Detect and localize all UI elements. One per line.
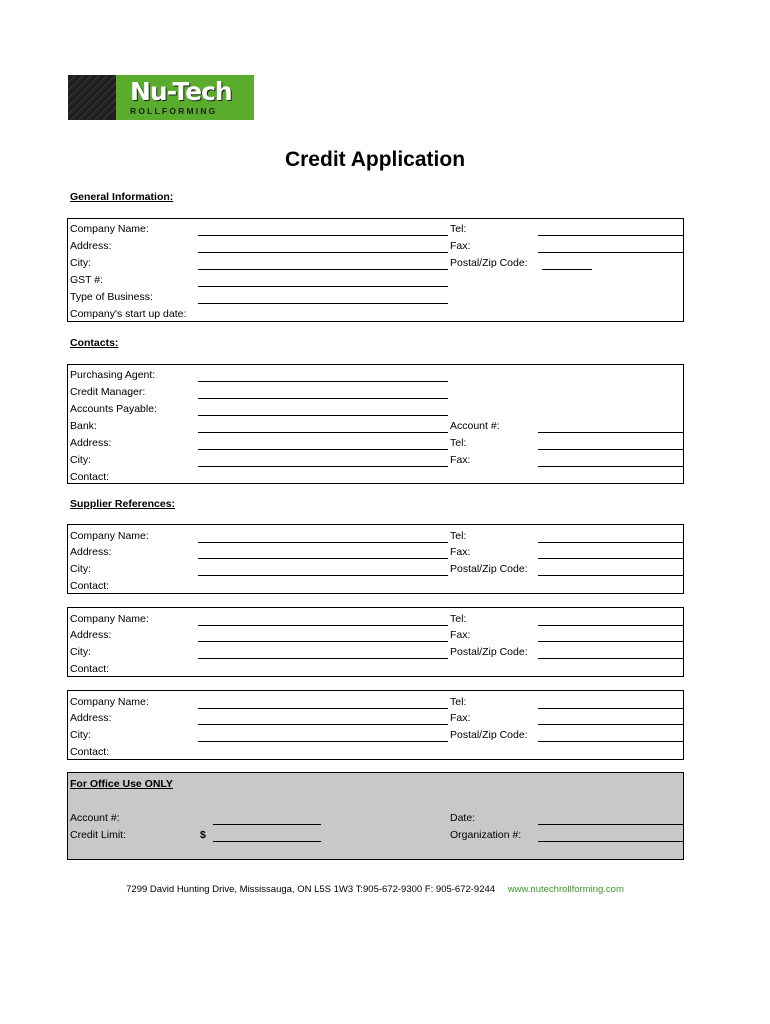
- supplier-city-field[interactable]: [198, 741, 448, 742]
- supplier-company-name-field[interactable]: [198, 708, 448, 709]
- logo-brand-bottom: ROLLFORMING: [130, 106, 218, 116]
- supplier-address-field[interactable]: [198, 641, 448, 642]
- supplier-references-heading: Supplier References:: [70, 498, 176, 510]
- credit-manager-field[interactable]: [198, 398, 448, 399]
- supplier-address-label: Address:: [70, 546, 112, 558]
- supplier-postal-zip-label: Postal/Zip Code:: [450, 646, 528, 658]
- supplier-postal-zip-field[interactable]: [538, 575, 683, 576]
- supplier-city-label: City:: [70, 646, 91, 658]
- credit-limit-field[interactable]: [213, 841, 321, 842]
- postal-zip-field[interactable]: [542, 269, 592, 270]
- supplier-address-label: Address:: [70, 629, 112, 641]
- bank-fax-label: Fax:: [450, 454, 471, 466]
- address-field[interactable]: [198, 252, 448, 253]
- type-of-business-label: Type of Business:: [70, 291, 153, 303]
- type-of-business-field[interactable]: [198, 303, 448, 304]
- supplier-reference-3: [67, 690, 684, 760]
- supplier-company-name-label: Company Name:: [70, 696, 149, 708]
- supplier-postal-zip-label: Postal/Zip Code:: [450, 563, 528, 575]
- address-label: Address:: [70, 240, 112, 252]
- office-account-field[interactable]: [213, 824, 321, 825]
- supplier-tel-field[interactable]: [538, 625, 683, 626]
- start-up-date-label: Company's start up date:: [70, 308, 187, 320]
- footer: [0, 884, 750, 895]
- supplier-address-label: Address:: [70, 712, 112, 724]
- credit-manager-label: Credit Manager:: [70, 386, 146, 398]
- supplier-fax-label: Fax:: [450, 546, 471, 558]
- gst-label: GST #:: [70, 274, 104, 286]
- supplier-tel-label: Tel:: [450, 530, 467, 542]
- supplier-postal-zip-field[interactable]: [538, 658, 683, 659]
- account-label: Account #:: [450, 420, 500, 432]
- dollar-sign: $: [200, 829, 206, 841]
- date-label: Date:: [450, 812, 476, 824]
- general-info-heading: General Information:: [70, 191, 174, 203]
- logo-brand-top: Nu-Tech: [130, 77, 232, 106]
- supplier-address-field[interactable]: [198, 724, 448, 725]
- supplier-company-name-label: Company Name:: [70, 530, 149, 542]
- organization-label: Organization #:: [450, 829, 522, 841]
- bank-address-field[interactable]: [198, 449, 448, 450]
- office-use-heading: For Office Use ONLY: [70, 778, 173, 790]
- bank-label: Bank:: [70, 420, 97, 432]
- organization-field[interactable]: [538, 841, 683, 842]
- bank-fax-field[interactable]: [538, 466, 683, 467]
- bank-city-field[interactable]: [198, 466, 448, 467]
- supplier-reference-1: [67, 524, 684, 594]
- supplier-postal-zip-label: Postal/Zip Code:: [450, 729, 528, 741]
- city-field[interactable]: [198, 269, 448, 270]
- general-info-section: [67, 218, 684, 322]
- contacts-heading: Contacts:: [70, 337, 119, 349]
- bank-city-label: City:: [70, 454, 91, 466]
- bank-address-label: Address:: [70, 437, 112, 449]
- supplier-tel-field[interactable]: [538, 708, 683, 709]
- supplier-reference-2: [67, 607, 684, 677]
- city-label: City:: [70, 257, 91, 269]
- supplier-contact-label: Contact:: [70, 580, 110, 592]
- supplier-company-name-field[interactable]: [198, 542, 448, 543]
- bank-field[interactable]: [198, 432, 448, 433]
- postal-zip-label: Postal/Zip Code:: [450, 257, 528, 269]
- tel-label: Tel:: [450, 223, 467, 235]
- supplier-tel-label: Tel:: [450, 696, 467, 708]
- supplier-fax-label: Fax:: [450, 629, 471, 641]
- accounts-payable-field[interactable]: [198, 415, 448, 416]
- supplier-postal-zip-field[interactable]: [538, 741, 683, 742]
- supplier-contact-label: Contact:: [70, 663, 110, 675]
- gst-field[interactable]: [198, 286, 448, 287]
- tel-field[interactable]: [538, 235, 683, 236]
- date-field[interactable]: [538, 824, 683, 825]
- company-name-field[interactable]: [198, 235, 448, 236]
- bank-contact-label: Contact:: [70, 471, 110, 483]
- fax-label: Fax:: [450, 240, 471, 252]
- office-account-label: Account #:: [70, 812, 120, 824]
- credit-limit-label: Credit Limit:: [70, 829, 127, 841]
- company-name-label: Company Name:: [70, 223, 149, 235]
- supplier-fax-label: Fax:: [450, 712, 471, 724]
- supplier-tel-field[interactable]: [538, 542, 683, 543]
- bank-tel-field[interactable]: [538, 449, 683, 450]
- supplier-address-field[interactable]: [198, 558, 448, 559]
- supplier-company-name-label: Company Name:: [70, 613, 149, 625]
- supplier-city-label: City:: [70, 563, 91, 575]
- contacts-section: [67, 364, 684, 484]
- supplier-fax-field[interactable]: [538, 724, 683, 725]
- supplier-city-field[interactable]: [198, 658, 448, 659]
- page-title: Credit Application: [284, 148, 466, 171]
- supplier-tel-label: Tel:: [450, 613, 467, 625]
- supplier-fax-field[interactable]: [538, 641, 683, 642]
- supplier-contact-label: Contact:: [70, 746, 110, 758]
- purchasing-agent-label: Purchasing Agent:: [70, 369, 156, 381]
- supplier-company-name-field[interactable]: [198, 625, 448, 626]
- account-field[interactable]: [538, 432, 683, 433]
- supplier-fax-field[interactable]: [538, 558, 683, 559]
- company-logo: [68, 75, 254, 120]
- bank-tel-label: Tel:: [450, 437, 467, 449]
- office-use-section: [67, 772, 684, 860]
- accounts-payable-label: Accounts Payable:: [70, 403, 157, 415]
- fax-field[interactable]: [538, 252, 683, 253]
- footer-address: 7299 David Hunting Drive, Mississauga, ON L5S 1W3 T:905-672-9300 F: 905-672-9244: [126, 884, 496, 895]
- supplier-city-field[interactable]: [198, 575, 448, 576]
- footer-website-link[interactable]: www.nutechrollforming.com: [507, 884, 624, 895]
- supplier-city-label: City:: [70, 729, 91, 741]
- purchasing-agent-field[interactable]: [198, 381, 448, 382]
